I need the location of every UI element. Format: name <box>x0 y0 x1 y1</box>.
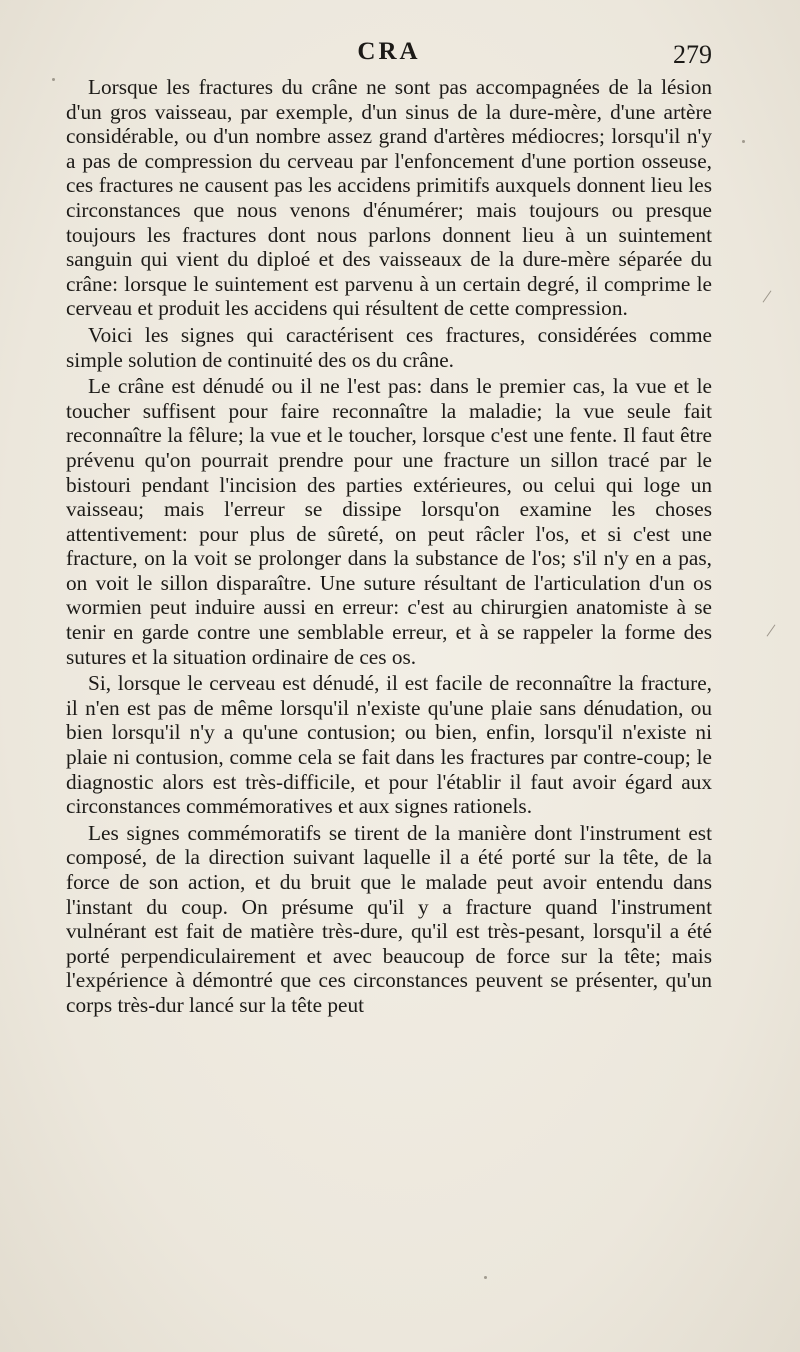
paragraph-3: Le crâne est dénudé ou il ne l'est pas: dans le premier cas, la vue et le toucher suffisent pour faire reconnaître la maladie; la vue seule fait reconnaître la fêlure; la vue et le toucher, lorsque c'est une fente. Il faut être prévenu qu'on pourrait prendre pour une fracture un sillon tracé par le bistouri pendant l'incision des parties extérieures, ou celui qui loge un vaisseau; mais l'erreur se dissipe lorsqu'on examine les choses attentivement: pour plus de sûreté, on peut râcler l'os, et si c'est une fracture, on la voit se prolonger dans la substance de l'os; s'il n'y en a pas, on voit le sillon disparaître. Une suture résultant de l'articulation d'un os wormien peut induire aussi en erreur: c'est au chirurgien anatomiste à se tenir en garde contre une semblable erreur, et à se rappeler la forme des sutures et la situation ordinaire de ces os. <box>66 374 712 669</box>
running-head: CRA <box>357 38 421 65</box>
ink-speck <box>52 78 55 81</box>
paragraph-4: Si, lorsque le cerveau est dénudé, il est facile de reconnaître la fracture, il n'en est pas de même lorsqu'il n'existe qu'une plaie sans dénudation, ou bien lorsqu'il n'y a qu'une contusion; ou bien, enfin, lorsqu'il n'existe ni plaie ni contusion, comme cela se fait dans les fractures par contre-coup; le diagnostic alors est très-difficile, et pour l'établir il faut avoir égard aux circonstances commémoratives et aux signes rationels. <box>66 671 712 819</box>
paragraph-1: Lorsque les fractures du crâne ne sont pas accompagnées de la lésion d'un gros vaisseau, par exemple, d'un sinus de la dure-mère, d'une artère considérable, ou d'un nombre assez grand d'artères médiocres; lorsqu'il n'y a pas de compression du cerveau par l'enfoncement d'une portion osseuse, ces fractures ne causent pas les accidens primitifs auxquels donnent lieu les circonstances que nous venons d'énumérer; mais toujours ou presque toujours les fractures dont nous parlons donnent lieu à un suintement sanguin qui vient du diploé et des vaisseaux de la dure-mère séparée du crâne: lorsque le suintement est parvenu à un certain degré, il comprime le cerveau et produit les accidens qui résultent de cette compression. <box>66 75 712 321</box>
ink-speck <box>484 1276 487 1279</box>
page-header <box>66 38 712 72</box>
paragraph-5: Les signes commémoratifs se tirent de la manière dont l'instrument est composé, de la direction suivant laquelle il a été porté sur la tête, de la force de son action, et du bruit que le malade peut avoir entendu dans l'instant du coup. On présume qu'il y a fracture quand l'instrument vulnérant est fait de matière très-dure, qu'il est très-pesant, lorsqu'il a été porté perpendiculairement et avec beaucoup de force sur la tête; mais l'expérience à démontré que ces circonstances peuvent se présenter, qu'un corps très-dur lancé sur la tête peut <box>66 820 712 1017</box>
paper-mark <box>763 290 772 302</box>
paper-mark <box>767 624 776 636</box>
body-text <box>66 75 712 1020</box>
paragraph-2: Voici les signes qui caractérisent ces fractures, considérées comme simple solution de continuité des os du crâne. <box>66 322 712 372</box>
ink-speck <box>742 140 745 143</box>
page-number: 279 <box>673 40 712 69</box>
